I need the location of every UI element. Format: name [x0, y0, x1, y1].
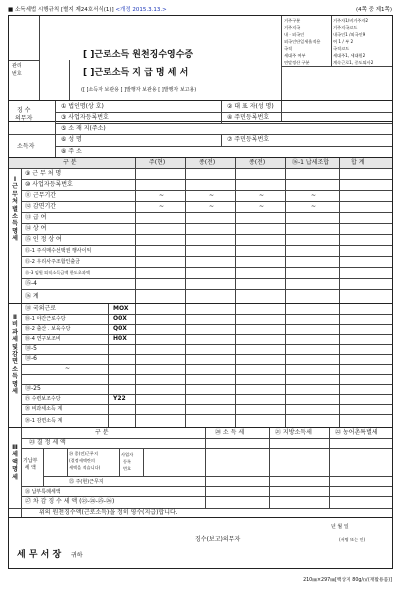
page-indicator: (4쪽 중 제1쪽)	[355, 7, 392, 13]
earner-name: ⑥ 성 명	[61, 136, 82, 143]
earner-address: ⑧ 주 소	[61, 148, 82, 155]
section-3-label: Ⅲ세액명세	[12, 444, 18, 481]
work-period-tilde: ~	[259, 192, 265, 199]
confirmation-text: 위의 원천징수액(근로소득)을 정히 영수(지급)합니다.	[39, 509, 178, 516]
row-employee-stock: ⑮-2 우리사주조합인출금	[25, 259, 81, 265]
payer-earner-section	[8, 100, 393, 158]
form-copy-type: ([ ]소득자 보관용 [ ]발행자 보관용 [ ]발행자 보고용)	[81, 87, 197, 93]
row-night-work: ⑱-1 야간근로수당	[25, 316, 66, 322]
work-period-tilde: ~	[159, 192, 165, 199]
form-law-reference: ■ 소득세법 시행규칙 [별지 제24호서식(1)]	[8, 7, 114, 13]
column-category: 구 분	[63, 159, 77, 166]
payer-label: 징 수 의무자	[15, 107, 33, 122]
tax-column-local-tax: ㉑ 지방소득세	[275, 429, 312, 436]
work-period-tilde: ~	[259, 203, 265, 210]
flat-rate-value: 여 1 / 부 2	[333, 39, 354, 44]
row-determined-tax: ㉓ 결 정 세 액	[29, 439, 66, 446]
code-night-work: O0X	[113, 315, 127, 322]
row-item-18-6: ⑱-6	[25, 355, 37, 362]
issue-date: 년 월 일	[331, 524, 349, 530]
row-current-workplace-tax: ㉕ 주(현)근무지	[69, 479, 104, 485]
nationality-type-value: 내국인1 /외국인9	[333, 32, 366, 37]
code-childcare: Q0X	[113, 325, 127, 332]
section-1-label: Ⅰ근무처별소득명세	[12, 176, 18, 243]
earner-label: 소득자	[17, 143, 35, 150]
code-overseas-work: MOX	[113, 305, 129, 312]
form-title-line-2: [ ]근로소득 지 급 명 세 서	[83, 68, 189, 78]
work-period-tilde: ~	[209, 203, 215, 210]
row-item-18-5: ⑱-5	[25, 345, 37, 352]
prepaid-tax-label: 기납부 세 액	[23, 458, 38, 471]
settlement-type-label: 연말정산 구분	[284, 60, 310, 65]
row-reduction-total: ⑳-1 감면소득 계	[25, 418, 63, 424]
column-total: 합 계	[351, 159, 365, 166]
column-current-workplace: 주(현)	[149, 159, 166, 166]
residence-country-label: 거주지국	[284, 25, 301, 30]
row-stock-option: ⑮-1 주식매수선택권 행사이익	[25, 248, 92, 254]
payer-address: ⑤ 소 재 지(주소)	[61, 125, 106, 132]
row-research-aid: ⑱-4 연구보조비	[25, 336, 61, 342]
tax-column-category: 구 분	[95, 429, 109, 436]
row-other-income: ⑮-4	[25, 280, 37, 287]
row-executive-retirement: ⑮-3 임원 퇴직소득금액 한도초과액	[25, 270, 90, 275]
paper-spec-footer: 210㎜×297㎜[백상지 80g/㎡(재활용품)]	[303, 578, 392, 583]
payer-business-number: ③ 사업자등록번호	[61, 114, 109, 121]
management-number-label: 관리 번호	[12, 63, 22, 77]
tax-column-income-tax: ⑳ 소 득 세	[215, 429, 245, 436]
row-bonus: ⑭ 상 여	[25, 225, 47, 232]
row-ellipsis: ~	[65, 365, 71, 372]
residence-type-label: 거주구분	[284, 18, 301, 23]
work-period-tilde: ~	[311, 203, 317, 210]
non-taxable-income-table	[8, 303, 393, 428]
settlement-type-value: 계속근로1, 중도퇴사2	[333, 60, 374, 65]
tax-office-name: 세 무 서 장	[17, 550, 62, 560]
flat-rate-label: 외국인단일세율적용	[284, 39, 321, 44]
payer-signer-label: 징수(보고)의무자	[195, 536, 241, 543]
earner-resident-number: ⑦ 주민등록번호	[227, 136, 270, 143]
code-training-allowance: Y22	[113, 395, 126, 402]
section-2-label: Ⅱ비과세및감면소득명세	[12, 314, 18, 396]
row-salary: ⑬ 급 여	[25, 214, 47, 221]
payer-representative: ② 대 표 자(성 명)	[227, 103, 274, 110]
row-previous-workplace-tax: ㉔ 종(전)근무지 (결정세액란의 세액을 적습니다)	[69, 451, 101, 470]
row-training-allowance: ⑲ 수련보조수당	[25, 396, 61, 402]
row-non-taxable-total: ⑳ 비과세소득 계	[25, 406, 63, 412]
payer-resident-number: ④ 주민등록번호	[227, 114, 270, 121]
row-special-payment-tax: ㉖ 납부특례세액	[25, 489, 61, 495]
row-subtotal: ⑯ 계	[25, 293, 39, 300]
row-childcare: ⑱-2 출산 ․ 보육수당	[25, 326, 71, 332]
nationality-label: 국적	[284, 46, 293, 51]
row-withholding-balance: ㉗ 차 감 징 수 세 액 (㉓-㉔-㉕-㉖)	[25, 498, 115, 505]
payer-company-name: ① 법인명(상 호)	[61, 103, 104, 110]
householder-value: 세대주1, 세대원2	[333, 53, 366, 58]
work-period-tilde: ~	[159, 203, 165, 210]
signature-area	[8, 517, 393, 569]
column-tax-union: ⑯-1 납세조합	[292, 159, 330, 166]
work-period-tilde: ~	[209, 192, 215, 199]
nationality-value: 국적코드	[333, 46, 350, 51]
income-by-workplace-table	[8, 157, 393, 304]
row-reduction-period: ⑫ 감면기간	[25, 203, 57, 210]
tax-amount-table	[8, 427, 393, 518]
householder-label: 세대주 여부	[284, 53, 306, 58]
row-item-18-25: ⑱-25	[25, 385, 41, 392]
form-revision: <개정 2015.3.13.>	[115, 7, 167, 13]
residence-type-value: 거주자1/비거주자2	[333, 18, 369, 23]
row-work-period: ⑪ 근무기간	[25, 192, 57, 199]
residence-country-value: 거주지국코드	[333, 25, 358, 30]
column-previous-workplace-2: 종(전)	[249, 159, 266, 166]
business-number-label: 사업자 등록 번호	[121, 452, 134, 471]
nationality-type-label: 내 ‧ 외국인	[284, 32, 305, 37]
signature-placeholder: (서명 또는 인)	[339, 537, 366, 542]
code-research-aid: H0X	[113, 335, 127, 342]
row-workplace-name: ⑨ 근 무 처 명	[25, 170, 62, 177]
work-period-tilde: ~	[311, 192, 317, 199]
column-previous-workplace-1: 종(전)	[199, 159, 216, 166]
row-business-number: ⑩ 사업자등록번호	[25, 181, 73, 188]
row-deemed-bonus: ⑮ 인 정 상 여	[25, 236, 62, 243]
tax-column-rural-tax: ㉒ 농어촌특별세	[335, 429, 378, 436]
row-overseas-work: ⑱ 국외근로	[25, 305, 57, 312]
recipient-honorific: 귀하	[71, 552, 83, 559]
form-title-line-1: [ ]근로소득 원천징수영수증	[83, 50, 194, 60]
form-header	[8, 5, 392, 15]
